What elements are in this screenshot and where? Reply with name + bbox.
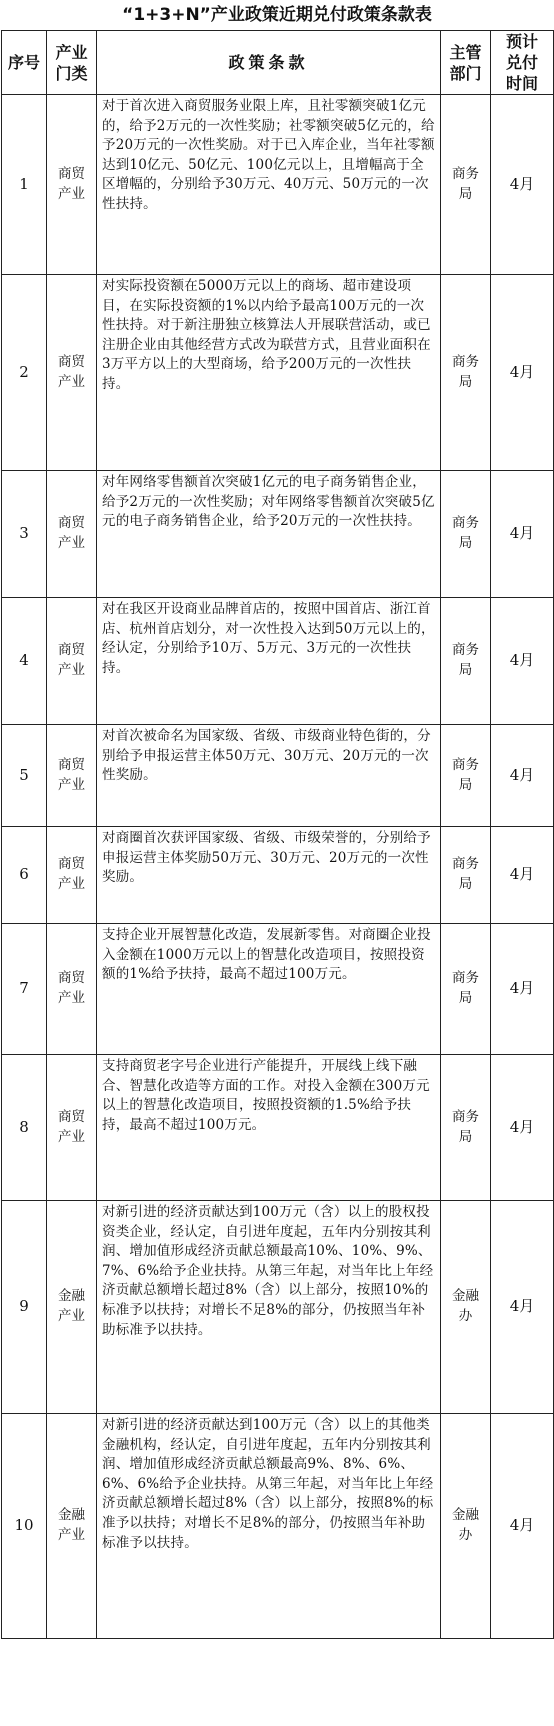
dept-cell: 商务局 [441, 598, 491, 725]
time-cell: 4月 [491, 1055, 554, 1201]
row-number: 9 [2, 1201, 47, 1414]
industry-cell: 商贸产业 [47, 598, 97, 725]
row-number: 7 [2, 924, 47, 1055]
industry-cell: 商贸产业 [47, 827, 97, 924]
table-row [2, 725, 554, 827]
industry-cell: 商贸产业 [47, 924, 97, 1055]
dept-cell: 商务局 [441, 471, 491, 598]
time-cell: 4月 [491, 598, 554, 725]
row-number: 2 [2, 275, 47, 471]
time-cell: 4月 [491, 725, 554, 827]
dept-cell: 商务局 [441, 95, 491, 275]
table-row [2, 95, 554, 275]
dept-cell: 金融办 [441, 1414, 491, 1639]
time-cell: 4月 [491, 1201, 554, 1414]
row-number: 5 [2, 725, 47, 827]
industry-cell: 商贸产业 [47, 471, 97, 598]
industry-cell: 商贸产业 [47, 275, 97, 471]
dept-cell: 金融办 [441, 1201, 491, 1414]
table-row [2, 1055, 554, 1201]
clause-cell: 对在我区开设商业品牌首店的，按照中国首店、浙江首店、杭州首店划分，对一次性投入达到50万元以上的，经认定，分别给予10万、5万元、3万元的一次性扶持。 [97, 598, 441, 725]
header-clause: 政策条款 [97, 31, 441, 95]
clause-cell: 支持企业开展智慧化改造，发展新零售。对商圈企业投入金额在1000万元以上的智慧化改造项目，按照投资额的1%给予扶持，最高不超过100万元。 [97, 924, 441, 1055]
header-row [2, 31, 554, 95]
table-row [2, 598, 554, 725]
time-cell: 4月 [491, 275, 554, 471]
clause-cell: 对于首次进入商贸服务业限上库，且社零额突破1亿元的，给予2万元的一次性奖励；社零额突破5亿元的，给予20万元的一次性奖励。对于已入库企业，当年社零额达到10亿元、50亿元、100亿元以上，且增幅高于全区增幅的，分别给予30万元、40万元、50万元的一次性扶持。 [97, 95, 441, 275]
clause-cell: 对首次被命名为国家级、省级、市级商业特色街的，分别给予申报运营主体50万元、30万元、20万元的一次性奖励。 [97, 725, 441, 827]
dept-cell: 商务局 [441, 725, 491, 827]
time-cell: 4月 [491, 827, 554, 924]
clause-cell: 支持商贸老字号企业进行产能提升，开展线上线下融合、智慧化改造等方面的工作。对投入金额在300万元以上的智慧化改造项目，按照投资额的1.5%给予扶持，最高不超过100万元。 [97, 1055, 441, 1201]
industry-cell: 商贸产业 [47, 725, 97, 827]
industry-cell: 金融产业 [47, 1201, 97, 1414]
dept-cell: 商务局 [441, 827, 491, 924]
industry-cell: 商贸产业 [47, 1055, 97, 1201]
clause-cell: 对新引进的经济贡献达到100万元（含）以上的股权投资类企业，经认定，自引进年度起，五年内分别按其利润、增加值形成经济贡献总额最高10%、10%、9%、7%、6%给予企业扶持。从第三年起，对当年比上年经济贡献总额增长超过8%（含）以上部分，按照10%的标准予以扶持；对增长不足8%的部分，仍按照当年补助标准予以扶持。 [97, 1201, 441, 1414]
table-row [2, 1414, 554, 1639]
dept-cell: 商务局 [441, 1055, 491, 1201]
policy-table [1, 30, 554, 1639]
row-number: 1 [2, 95, 47, 275]
clause-cell: 对商圈首次获评国家级、省级、市级荣誉的，分别给予申报运营主体奖励50万元、30万元、20万元的一次性奖励。 [97, 827, 441, 924]
clause-cell: 对实际投资额在5000万元以上的商场、超市建设项目，在实际投资额的1%以内给予最高100万元的一次性扶持。对于新注册独立核算法人开展联营活动，或已注册企业由其他经营方式改为联营方式，且营业面积在3万平方以上的大型商场，给予200万元的一次性扶持。 [97, 275, 441, 471]
row-number: 4 [2, 598, 47, 725]
time-cell: 4月 [491, 471, 554, 598]
page-title: “1+3+N”产业政策近期兑付政策条款表 [122, 5, 432, 25]
time-cell: 4月 [491, 1414, 554, 1639]
table-row [2, 1201, 554, 1414]
header-time: 预计兑付时间 [491, 31, 554, 95]
header-no: 序号 [2, 31, 47, 95]
table-row [2, 827, 554, 924]
table-row [2, 471, 554, 598]
time-cell: 4月 [491, 95, 554, 275]
clause-cell: 对新引进的经济贡献达到100万元（含）以上的其他类金融机构，经认定，自引进年度起，五年内分别按其利润、增加值形成经济贡献总额最高9%、8%、6%、6%、6%给予企业扶持。从第三年起，对当年比上年经济贡献总额增长超过8%（含）以上部分，按照8%的标准予以扶持；对增长不足8%的部分，仍按照当年补助标准予以扶持。 [97, 1414, 441, 1639]
industry-cell: 金融产业 [47, 1414, 97, 1639]
row-number: 10 [2, 1414, 47, 1639]
header-industry: 产业门类 [47, 31, 97, 95]
row-number: 8 [2, 1055, 47, 1201]
table-row [2, 924, 554, 1055]
time-cell: 4月 [491, 924, 554, 1055]
industry-cell: 商贸产业 [47, 95, 97, 275]
row-number: 3 [2, 471, 47, 598]
table-row [2, 275, 554, 471]
row-number: 6 [2, 827, 47, 924]
dept-cell: 商务局 [441, 924, 491, 1055]
dept-cell: 商务局 [441, 275, 491, 471]
header-dept: 主管部门 [441, 31, 491, 95]
clause-cell: 对年网络零售额首次突破1亿元的电子商务销售企业，给予2万元的一次性奖励；对年网络零售额首次突破5亿元的电子商务销售企业，给予20万元的一次性扶持。 [97, 471, 441, 598]
